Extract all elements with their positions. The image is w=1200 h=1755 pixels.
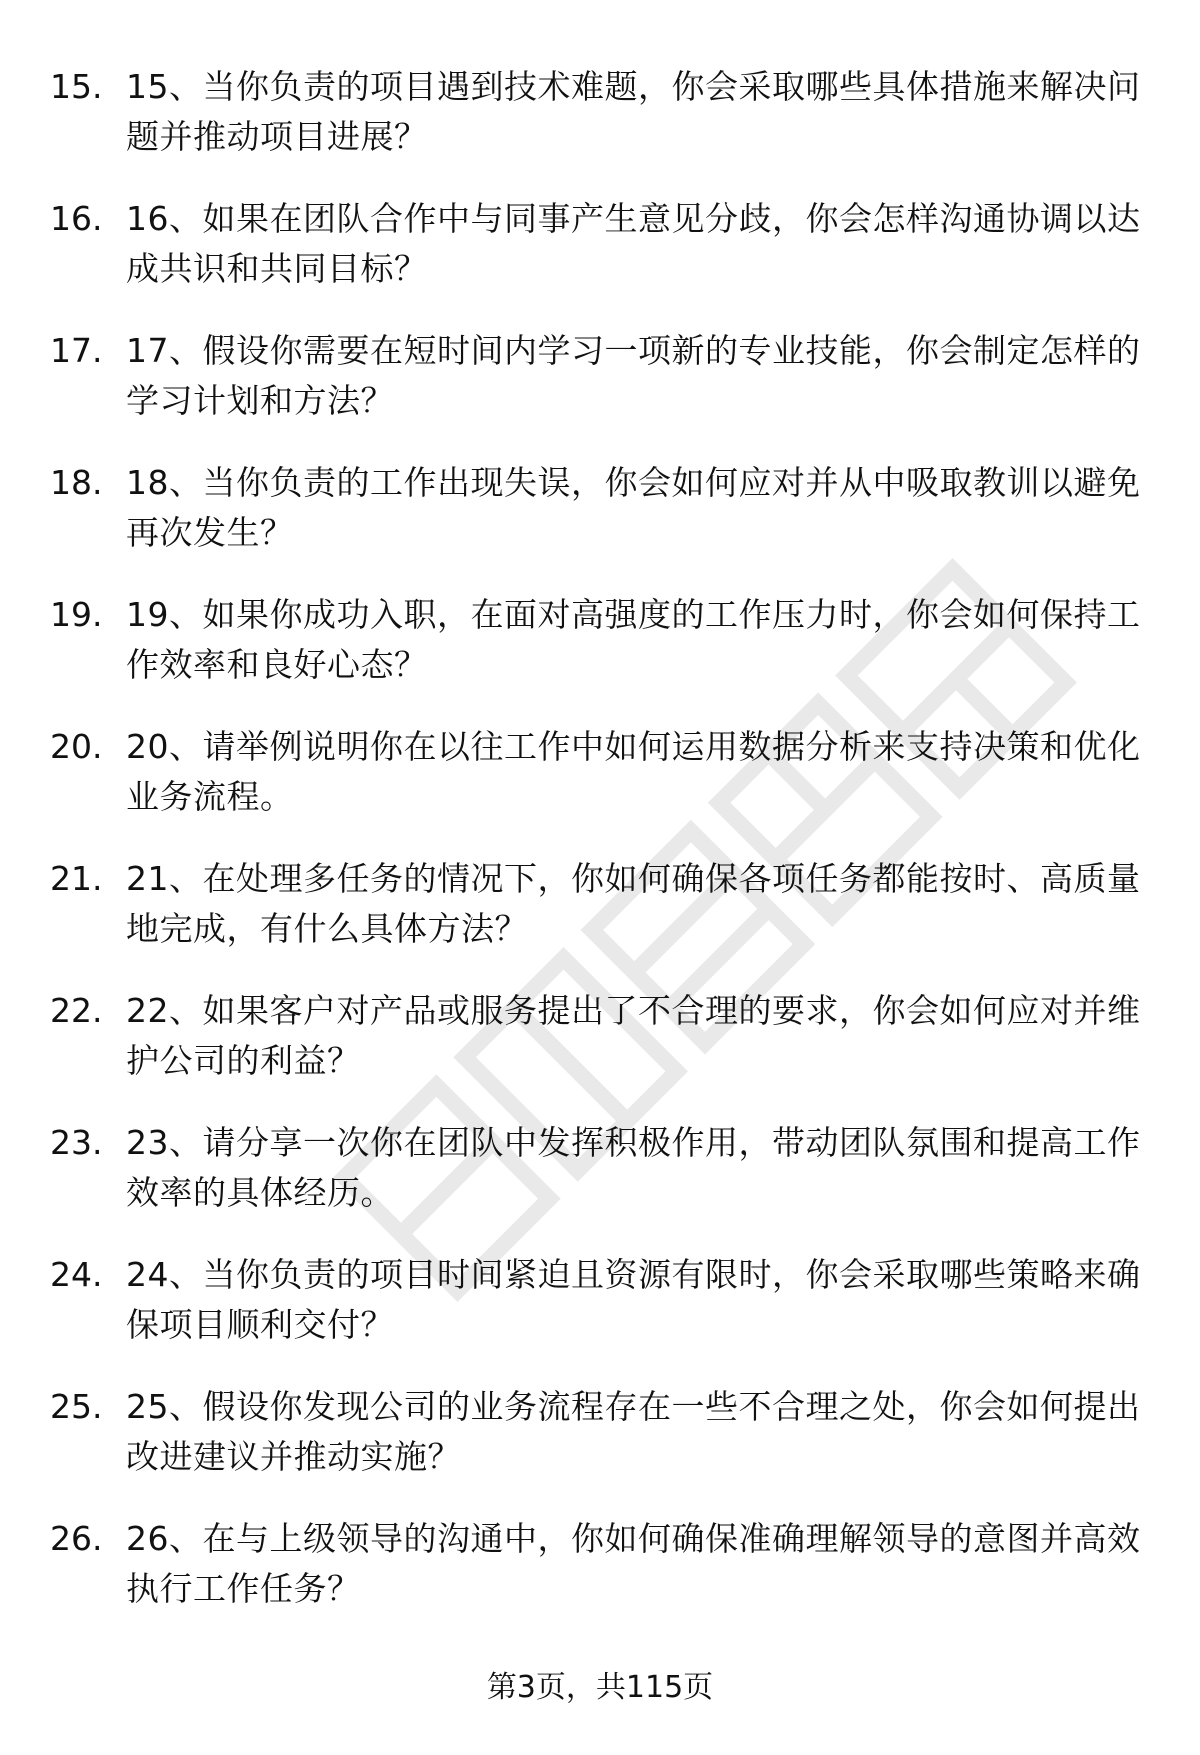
question-number: 19.: [50, 595, 103, 634]
question-item: [0, 854, 1200, 986]
question-number: 18.: [50, 463, 103, 502]
question-text: 15、当你负责的项目遇到技术难题，你会采取哪些具体措施来解决问题并推动项目进展？: [126, 67, 1141, 156]
question-item: [0, 986, 1200, 1118]
question-text: 16、如果在团队合作中与同事产生意见分歧，你会怎样沟通协调以达成共识和共同目标？: [126, 199, 1141, 288]
question-text: 23、请分享一次你在团队中发挥积极作用，带动团队氛围和提高工作效率的具体经历。: [126, 1123, 1141, 1212]
question-item: [0, 1250, 1200, 1382]
question-text: 20、请举例说明你在以往工作中如何运用数据分析来支持决策和优化业务流程。: [126, 727, 1141, 816]
question-list: [0, 62, 1200, 1646]
question-number: 23.: [50, 1123, 103, 1162]
question-item: [0, 458, 1200, 590]
question-text: 17、假设你需要在短时间内学习一项新的专业技能，你会制定怎样的学习计划和方法？: [126, 331, 1141, 420]
question-number: 26.: [50, 1519, 103, 1558]
question-text: 22、如果客户对产品或服务提出了不合理的要求，你会如何应对并维护公司的利益？: [126, 991, 1141, 1080]
question-item: [0, 62, 1200, 194]
question-number: 20.: [50, 727, 103, 766]
question-number: 15.: [50, 67, 103, 106]
question-number: 21.: [50, 859, 103, 898]
question-text: 24、当你负责的项目时间紧迫且资源有限时，你会采取哪些策略来确保项目顺利交付？: [126, 1255, 1141, 1344]
question-text: 18、当你负责的工作出现失误，你会如何应对并从中吸取教训以避免再次发生？: [126, 463, 1141, 552]
question-text: 19、如果你成功入职，在面对高强度的工作压力时，你会如何保持工作效率和良好心态？: [126, 595, 1141, 684]
question-number: 16.: [50, 199, 103, 238]
question-text: 21、在处理多任务的情况下，你如何确保各项任务都能按时、高质量地完成，有什么具体方法？: [126, 859, 1141, 948]
question-item: [0, 1382, 1200, 1514]
question-item: [0, 722, 1200, 854]
question-item: [0, 1514, 1200, 1646]
question-text: 26、在与上级领导的沟通中，你如何确保准确理解领导的意图并高效执行工作任务？: [126, 1519, 1141, 1608]
question-number: 25.: [50, 1387, 103, 1426]
question-number: 22.: [50, 991, 103, 1030]
question-item: [0, 326, 1200, 458]
question-item: [0, 194, 1200, 326]
question-text: 25、假设你发现公司的业务流程存在一些不合理之处，你会如何提出改进建议并推动实施？: [126, 1387, 1141, 1476]
question-item: [0, 1118, 1200, 1250]
question-number: 17.: [50, 331, 103, 370]
question-number: 24.: [50, 1255, 103, 1294]
question-item: [0, 590, 1200, 722]
page-footer: 第3页，共115页: [486, 1670, 714, 1705]
